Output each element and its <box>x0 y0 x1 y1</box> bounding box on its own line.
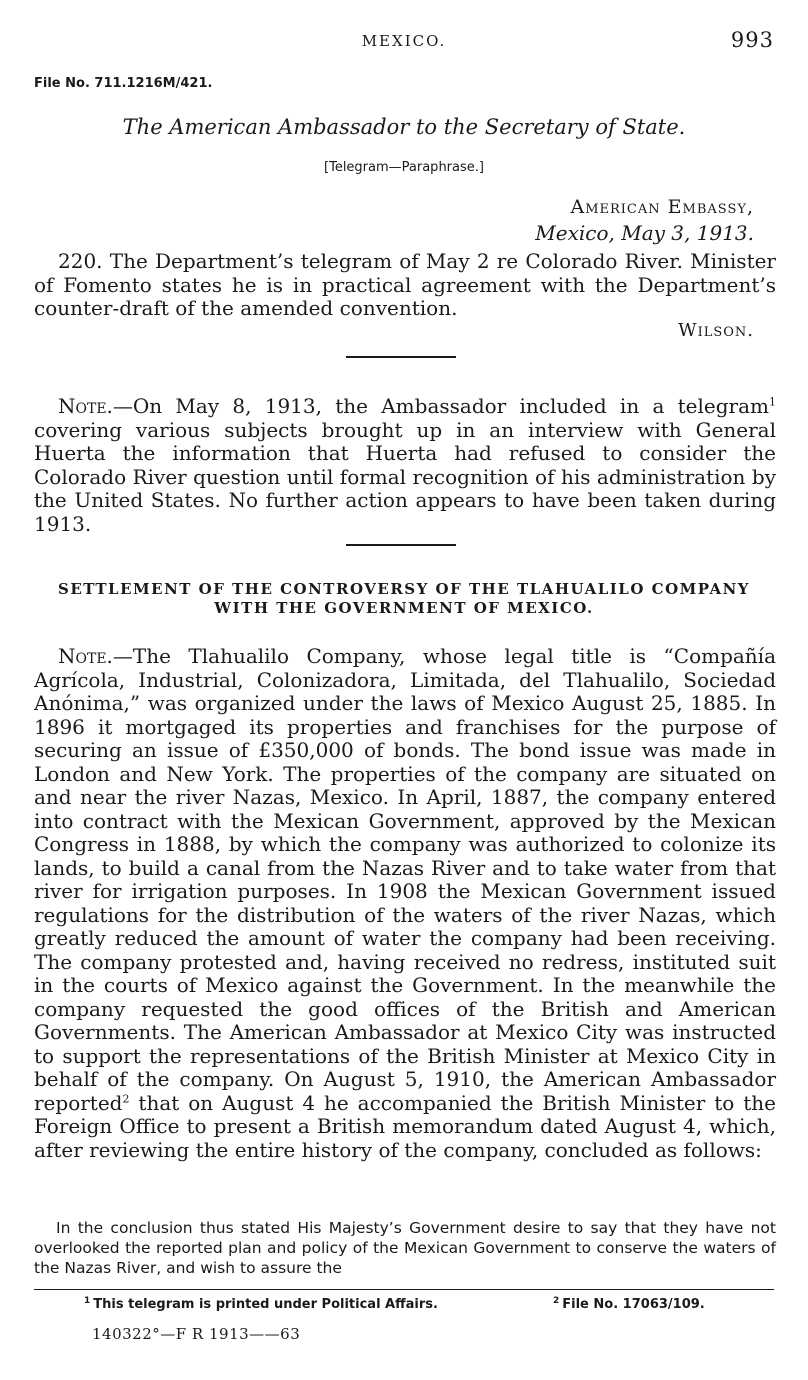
section-divider <box>346 544 456 546</box>
footnote-ref: 1 <box>769 395 776 409</box>
telegram-note: [Telegram—Paraphrase.] <box>324 160 484 175</box>
running-header <box>0 28 808 52</box>
signature: Wilson. <box>678 320 754 341</box>
footnote-text: This telegram is printed under Political Affairs. <box>93 1297 438 1312</box>
quoted-memorandum: In the conclusion thus stated His Majesty’s Government desire to say that they have not overlooked the reported plan and policy of the Mexican Government to conserve the waters of the Nazas River, and wish to assure the <box>34 1219 776 1277</box>
footnote-marker: 1 <box>84 1295 91 1306</box>
note-text: —The Tlahualilo Company, whose legal title is “Compañía Agrícola, Industrial, Colonizadora, Limitada, del Tlahualilo, Sociedad Anónima,” was organized under the laws of Mexico August 25, 1885. In 1896 it mortgaged its properties and franchises for the purpose of securing an issue of £350,000 of bonds. The bond issue was made in London and New York. The properties of the company are situated on and near the river Nazas, Mexico. In April, 1887, the company entered into contract with the Mexican Government, approved by the Mexican Congress in 1888, by which the company was authorized to colonize its lands, to build a canal from the Nazas River and to take water from that river for irrigation purposes. In 1908 the Mexican Government issued regulations for the distribution of the waters of the river Nazas, which greatly reduced the amount of water the company had been receiving. The company protested and, having received no redress, instituted suit in the courts of Mexico against the Government. In the meanwhile the company requested the good offices of the British and American Governments. The American Ambassador at Mexico City was instructed to support the representations of the British Minister at Mexico City in behalf of the company. On August 5, 1910, the American Ambassador reported <box>34 644 776 1115</box>
footnote-2 <box>553 1297 705 1312</box>
section-divider <box>346 356 456 358</box>
file-number: File No. 711.1216M/421. <box>34 76 213 91</box>
footnote-marker: 2 <box>553 1295 560 1306</box>
document-heading: The American Ambassador to the Secretary of State. <box>122 115 686 139</box>
note-text: covering various subjects brought up in an interview with General Huerta the information that Huerta had refused to consider the Colorado River question until formal recognition of his administration by the United States. No further action appears to have been taken during 1913. <box>34 417 776 536</box>
note-label: Note. <box>58 394 113 418</box>
note-paragraph-2 <box>34 645 776 1162</box>
note-label: Note. <box>58 644 113 668</box>
telegram-body: 220. The Department’s telegram of May 2 re Colorado River. Minister of Fomento states he is in practical agreement with the Department’s counter-draft of the amended convention. <box>34 249 776 320</box>
sender-dateline: Mexico, May 3, 1913. <box>535 221 754 245</box>
note-text: that on August 4 he accompanied the British Minister to the Foreign Office to present a British memorandum dated August 4, which, after reviewing the entire history of the company, concluded as follows: <box>34 1090 776 1162</box>
running-title: MEXICO. <box>361 32 447 50</box>
footnote-1 <box>84 1297 438 1312</box>
section-title: SETTLEMENT OF THE CONTROVERSY OF THE TLAHUALILO COMPANY WITH THE GOVERNMENT OF MEXICO. <box>58 580 750 617</box>
note-text: —On May 8, 1913, the Ambassador included in a telegram <box>112 394 769 418</box>
footnote-text: File No. 17063/109. <box>562 1297 705 1312</box>
printer-mark: 140322°—F R 1913——63 <box>92 1325 301 1343</box>
sender-embassy: American Embassy, <box>570 196 754 218</box>
footnote-rule <box>34 1289 774 1290</box>
note-paragraph-1 <box>34 395 776 536</box>
footnote-ref: 2 <box>122 1091 130 1105</box>
page-number: 993 <box>730 28 774 52</box>
